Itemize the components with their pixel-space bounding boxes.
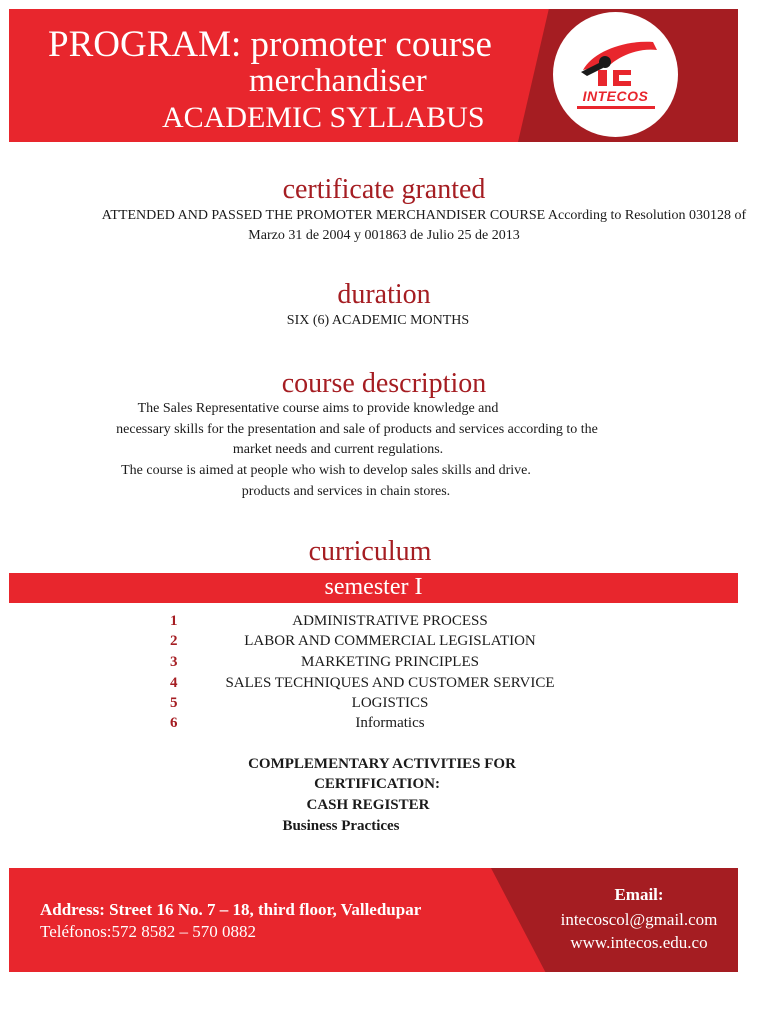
logo-tagline-bar bbox=[577, 106, 655, 109]
program-title: PROGRAM: promoter course bbox=[48, 24, 492, 65]
footer-email-link[interactable]: intecoscol@gmail.com bbox=[560, 910, 718, 929]
semester-label: semester I bbox=[324, 574, 423, 600]
complementary-cash-register: CASH REGISTER bbox=[306, 797, 430, 813]
duration-title: duration bbox=[337, 279, 431, 310]
certificate-title: certificate granted bbox=[282, 174, 486, 205]
curriculum-item-number: 1 bbox=[170, 613, 178, 629]
complementary-heading-2: CERTIFICATION: bbox=[314, 776, 440, 792]
intecos-logo-icon bbox=[553, 12, 678, 137]
complementary-business-practices: Business Practices bbox=[282, 818, 400, 834]
curriculum-item-name: Informatics bbox=[355, 715, 425, 731]
syllabus-heading: ACADEMIC SYLLABUS bbox=[162, 101, 485, 134]
curriculum-item-number: 2 bbox=[170, 633, 178, 649]
certificate-line-1: ATTENDED AND PASSED THE PROMOTER MERCHANDISER COURSE According to Resolution 030128 of bbox=[101, 208, 747, 223]
duration-text: SIX (6) ACADEMIC MONTHS bbox=[286, 313, 470, 328]
footer-address: Address: Street 16 No. 7 – 18, third floor, Valledupar bbox=[40, 900, 422, 919]
logo-wordmark: INTECOS bbox=[582, 88, 649, 104]
curriculum-item-name: SALES TECHNIQUES AND CUSTOMER SERVICE bbox=[225, 675, 555, 691]
footer-email-label: Email: bbox=[614, 885, 664, 904]
footer-website-link[interactable]: www.intecos.edu.co bbox=[570, 933, 708, 952]
curriculum-item-name: LOGISTICS bbox=[351, 695, 429, 711]
description-line-1: The Sales Representative course aims to provide knowledge and bbox=[137, 401, 499, 416]
curriculum-item-number: 4 bbox=[170, 675, 178, 691]
semester-bar bbox=[9, 573, 738, 603]
curriculum-item-name: MARKETING PRINCIPLES bbox=[301, 654, 479, 670]
description-line-5: products and services in chain stores. bbox=[241, 484, 451, 499]
description-title: course description bbox=[281, 368, 487, 399]
curriculum-item-number: 6 bbox=[170, 715, 178, 731]
certificate-line-2: Marzo 31 de 2004 y 001863 de Julio 25 de 2013 bbox=[248, 228, 520, 243]
curriculum-item-number: 5 bbox=[170, 695, 178, 711]
curriculum-item-name: LABOR AND COMMERCIAL LEGISLATION bbox=[244, 633, 536, 649]
description-line-3: market needs and current regulations. bbox=[232, 442, 444, 457]
curriculum-title: curriculum bbox=[308, 536, 432, 567]
curriculum-item-name: ADMINISTRATIVE PROCESS bbox=[292, 613, 488, 629]
intecos-logo bbox=[553, 12, 678, 137]
footer-phones: Teléfonos:572 8582 – 570 0882 bbox=[40, 922, 257, 941]
description-line-4: The course is aimed at people who wish to develop sales skills and drive. bbox=[121, 463, 531, 478]
complementary-heading-1: COMPLEMENTARY ACTIVITIES FOR bbox=[248, 756, 516, 772]
footer-banner bbox=[9, 868, 738, 972]
description-line-2: necessary skills for the presentation and sale of products and services according to the bbox=[116, 422, 598, 437]
program-subtitle: merchandiser bbox=[249, 63, 427, 99]
curriculum-item-number: 3 bbox=[170, 654, 178, 670]
